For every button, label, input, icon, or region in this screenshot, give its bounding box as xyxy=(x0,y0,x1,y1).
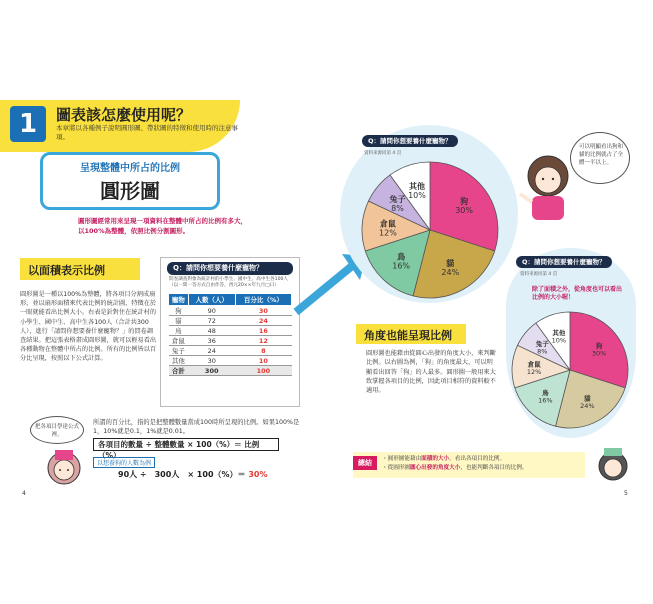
left-heading: 以面積表示比例 xyxy=(20,258,140,280)
right-speech-bubble: 可以明顯看出狗和貓的比例就占了全體一半以上。 xyxy=(570,132,630,184)
page-description: 本章將以各種例子說明圓形圖、帶狀圖的特徵和使用時的注意事項。 xyxy=(56,124,238,141)
cell-pct: 8 xyxy=(235,346,291,356)
cell-pct: 24 xyxy=(235,316,291,326)
pie-small-source: 資料來源同第 4 頁 xyxy=(520,272,558,277)
pet-table xyxy=(168,293,292,376)
cell-pet: 其他 xyxy=(169,356,189,366)
left-speech-bubble: 把各項目學達公式裡。 xyxy=(30,416,84,444)
formula-box: 各項目的數量 ÷ 整體數量 × 100（%）＝ 比例（%） xyxy=(93,438,279,451)
pie-category-label: 其他 xyxy=(552,328,566,337)
pie-category-label: 鳥 xyxy=(542,389,549,398)
pie-chart-large xyxy=(360,160,500,300)
cell-pet: 兔子 xyxy=(169,346,189,356)
formula-example-label: 以想養狗的人數為例 xyxy=(93,457,155,468)
summary-line-1: ・圓形圖能藉由面積的大小，看出各項目的比例。 xyxy=(382,456,506,462)
pie-category-label: 貓 xyxy=(446,258,455,268)
cell-count: 48 xyxy=(188,326,235,336)
table-question: Q：請問你想要養什麼寵物？ xyxy=(167,262,293,275)
summary-tag: 總結 xyxy=(353,456,377,470)
pie-value-label: 8% xyxy=(391,204,404,214)
table-row xyxy=(169,336,292,346)
table-row xyxy=(169,316,292,326)
pie-value-label: 8% xyxy=(537,347,548,356)
pie-value-label: 24% xyxy=(580,402,595,411)
table-total-row xyxy=(169,366,292,376)
pie-value-label: 12% xyxy=(379,228,397,238)
cell-count: 30 xyxy=(188,356,235,366)
pie-value-label: 10% xyxy=(551,336,567,345)
formula-example-expr: 90人 ÷ 300人 × 100（%）＝ xyxy=(118,470,246,479)
percent-note: 所謂的百分比，指的是把整體數量當成100時所呈現的比例。如果100%是1，10%就是0.1，1%就是0.01。 xyxy=(93,419,300,435)
pie-small-callout: 除了面積之外，從角度也可以看出比例的大小喔！ xyxy=(532,286,623,301)
concept-box xyxy=(40,152,220,210)
concept-title: 圓形圖 xyxy=(100,179,160,203)
cell-count: 24 xyxy=(188,346,235,356)
table-row xyxy=(169,326,292,336)
pie-category-label: 兔子 xyxy=(535,340,549,349)
pie-chart-small xyxy=(510,310,630,430)
concept-subtitle: 呈現整體中所占的比例 xyxy=(80,163,180,174)
pie-value-label: 10% xyxy=(408,190,426,200)
girl-character-icon xyxy=(44,446,84,500)
pie-large-question: Q：請問你想要養什麼寵物？ xyxy=(362,135,458,147)
formula-example-result: 30% xyxy=(248,470,268,479)
cell-pct: 16 xyxy=(235,326,291,336)
cell-pct: 100 xyxy=(235,366,291,376)
right-heading: 角度也能呈現比例 xyxy=(356,324,466,344)
col-header-pct: 百分比（%） xyxy=(235,294,291,306)
pie-category-label: 其他 xyxy=(408,181,425,191)
cell-pct: 10 xyxy=(235,356,291,366)
page-number-left: 4 xyxy=(22,490,26,497)
pie-small-question: Q：請問你想要養什麼寵物？ xyxy=(516,256,612,268)
summary-line-2: ・從圓形圖圓心出發的角度大小，也能判斷各項目的比例。 xyxy=(382,465,528,471)
page-number-right: 5 xyxy=(624,490,628,497)
summary-text xyxy=(382,455,582,473)
table-row xyxy=(169,356,292,366)
chapter-number: 1 xyxy=(10,106,46,142)
boy-character-icon xyxy=(596,446,630,486)
pie-category-label: 倉鼠 xyxy=(527,360,541,369)
cell-pct: 30 xyxy=(235,306,291,316)
right-body: 圓形圖也能藉由從圓心出發的角度大小，來判斷比例。以右圖為例，「狗」的角度最大，可以明顯看出回答「狗」的人最多。圓形圖一般用來大致掌握各項目的比例，因此項目相符的資料較不適用。 xyxy=(366,350,496,395)
formula-example xyxy=(118,469,267,480)
table-row xyxy=(169,306,292,316)
pie-category-label: 倉鼠 xyxy=(379,219,396,229)
table-note: 問卷調查對象為統計村的小學生、國中生、高中生各100人（以一間一答方式自由作答，西元20××年九月□日） xyxy=(169,277,289,288)
cell-pet: 鳥 xyxy=(169,326,189,336)
pie-value-label: 16% xyxy=(538,396,553,405)
cell-pet: 合計 xyxy=(169,366,189,376)
table-row xyxy=(169,346,292,356)
pie-value-label: 24% xyxy=(441,267,460,277)
pie-large-source: 資料來源同第 4 頁 xyxy=(364,151,402,156)
concept-description: 圓形圖經常用來呈現一項資料在整體中所占的比例有多大，以100%為整體，依照比例分割圓形。 xyxy=(78,217,247,235)
cell-pet: 狗 xyxy=(169,306,189,316)
pie-category-label: 兔子 xyxy=(389,195,406,205)
cell-count: 36 xyxy=(188,336,235,346)
pie-value-label: 16% xyxy=(392,261,411,271)
pie-category-label: 鳥 xyxy=(397,252,406,262)
pie-category-label: 貓 xyxy=(584,394,591,403)
pie-value-label: 12% xyxy=(526,368,542,377)
cell-pet: 倉鼠 xyxy=(169,336,189,346)
cell-count: 72 xyxy=(188,316,235,326)
page-title: 圖表該怎麼使用呢？ xyxy=(56,106,192,124)
cell-pet: 貓 xyxy=(169,316,189,326)
col-header-count: 人數（人） xyxy=(188,294,235,306)
cell-count: 90 xyxy=(188,306,235,316)
pie-category-label: 狗 xyxy=(595,341,603,350)
woman-character-icon xyxy=(518,150,574,220)
cell-count: 300 xyxy=(188,366,235,376)
col-header-pet: 寵物 xyxy=(169,294,189,306)
pie-value-label: 30% xyxy=(591,349,607,358)
left-body: 圓形圖是一種以100%為整體，將各項目分割成扇形，並以扇形面積來代表比例的統計圖，特徵在於一眼就能看出比例大小。右表是針對住在統計村的小學生、國中生、高中生各100人（合計共300人），進行「請問你想要養什麼寵物？」的問卷調查結果。把這張表格畫成圓形圖，就可以輕易看出各種動物在整體中所占的比例。所有的比例皆以百分比呈現，按照以下公式計算。 xyxy=(20,291,157,363)
pie-value-label: 30% xyxy=(455,206,473,216)
cell-pct: 12 xyxy=(235,336,291,346)
pie-category-label: 狗 xyxy=(460,197,469,207)
pet-table-card xyxy=(160,257,300,407)
